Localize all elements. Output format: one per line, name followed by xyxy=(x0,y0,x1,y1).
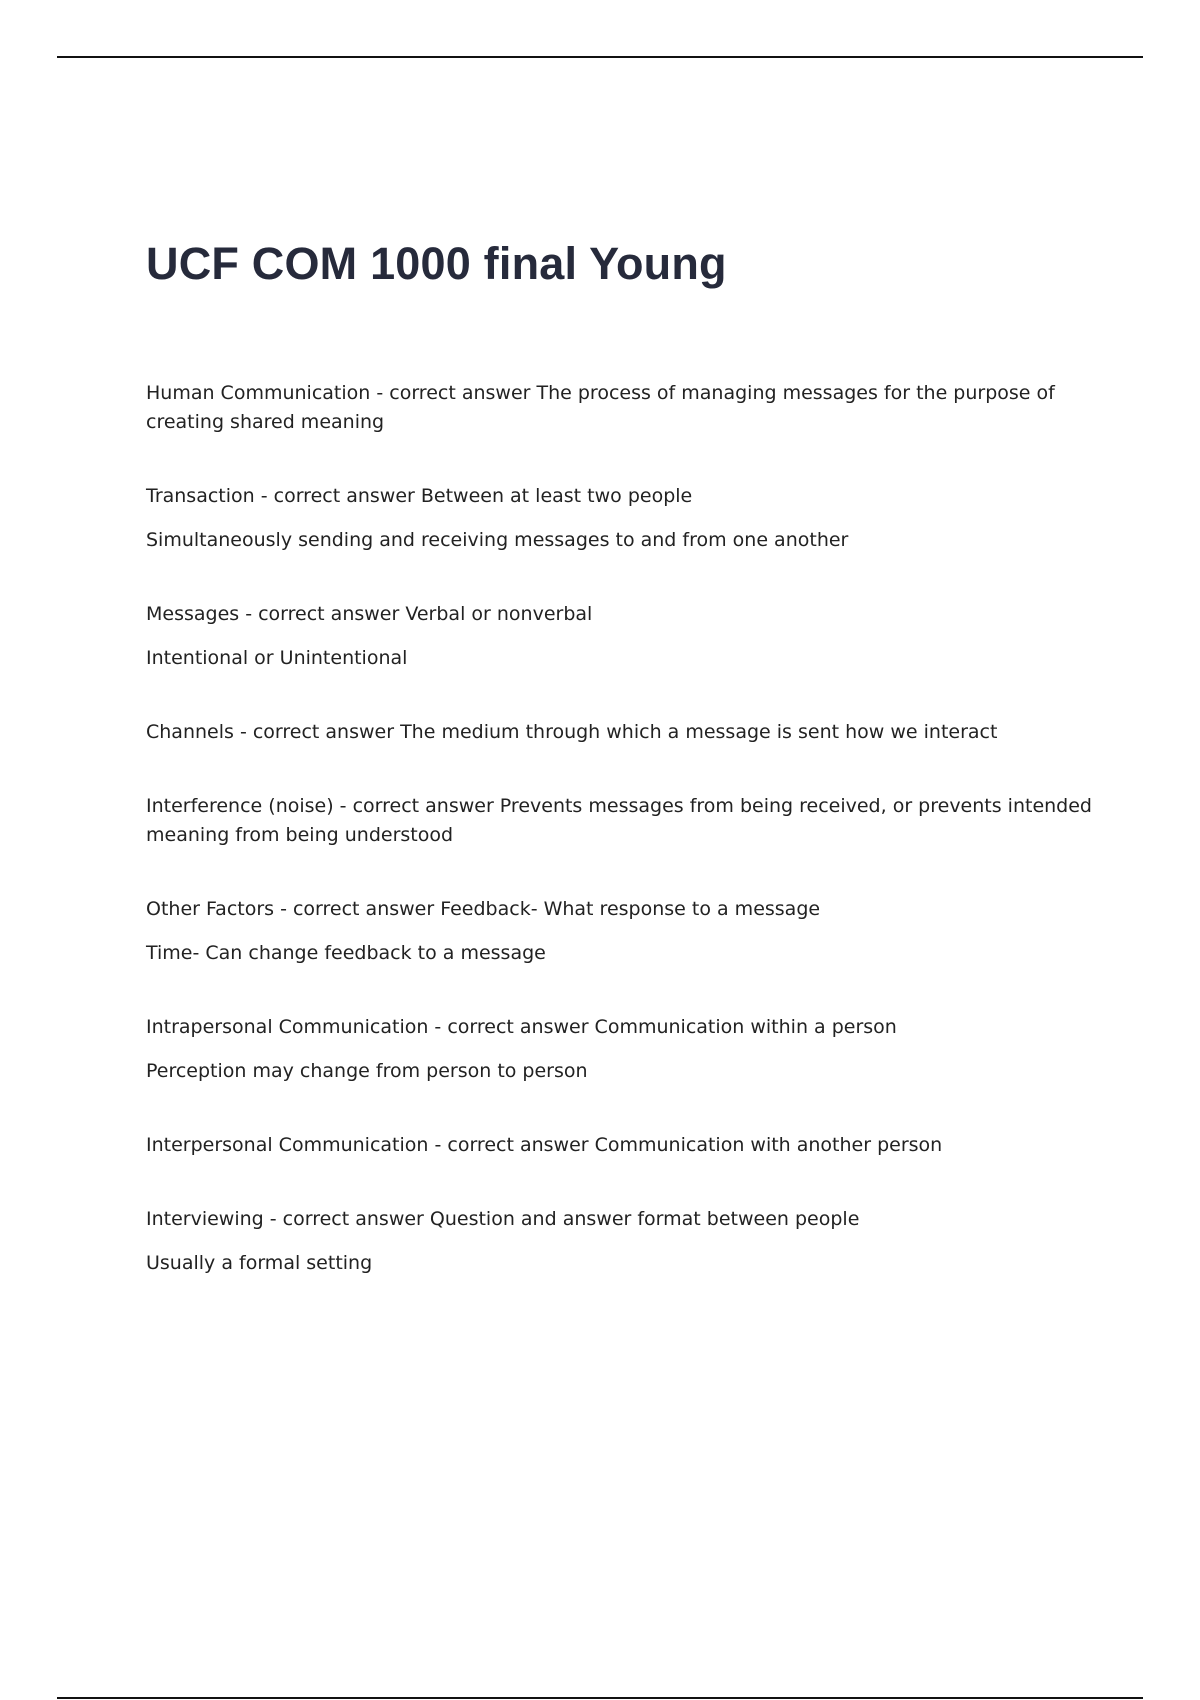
document-body xyxy=(146,232,1096,1323)
entry-line: Interviewing - correct answer Question and answer format between people xyxy=(146,1208,860,1230)
entry-line: Interpersonal Communication - correct answer Communication with another person xyxy=(146,1134,943,1156)
entry-line: Human Communication - correct answer The process of managing messages for the purpose of creating shared meaning xyxy=(146,382,1055,433)
flashcard-entry xyxy=(146,379,1096,437)
flashcard-entry xyxy=(146,1131,1096,1160)
entry-line: Interference (noise) - correct answer Prevents messages from being received, or prevents intended meaning from being understood xyxy=(146,795,1092,846)
top-rule xyxy=(57,56,1143,58)
entry-line: Intrapersonal Communication - correct answer Communication within a person xyxy=(146,1016,897,1038)
flashcard-entry xyxy=(146,1013,1096,1086)
entry-line: Perception may change from person to person xyxy=(146,1060,588,1082)
entry-line: Messages - correct answer Verbal or nonverbal xyxy=(146,603,593,625)
entry-line: Time- Can change feedback to a message xyxy=(146,942,546,964)
flashcard-list xyxy=(146,379,1096,1278)
bottom-rule xyxy=(57,1697,1143,1699)
flashcard-entry xyxy=(146,482,1096,555)
flashcard-entry xyxy=(146,600,1096,673)
entry-line: Channels - correct answer The medium through which a message is sent how we interact xyxy=(146,721,998,743)
entry-line: Other Factors - correct answer Feedback- What response to a message xyxy=(146,898,821,920)
flashcard-entry xyxy=(146,895,1096,968)
flashcard-entry xyxy=(146,1205,1096,1278)
flashcard-entry xyxy=(146,718,1096,747)
entry-line: Intentional or Unintentional xyxy=(146,647,408,669)
flashcard-entry xyxy=(146,792,1096,850)
entry-line: Transaction - correct answer Between at least two people xyxy=(146,485,693,507)
entry-line: Simultaneously sending and receiving messages to and from one another xyxy=(146,529,849,551)
page-title: UCF COM 1000 final Young xyxy=(146,238,727,289)
entry-line: Usually a formal setting xyxy=(146,1252,373,1274)
